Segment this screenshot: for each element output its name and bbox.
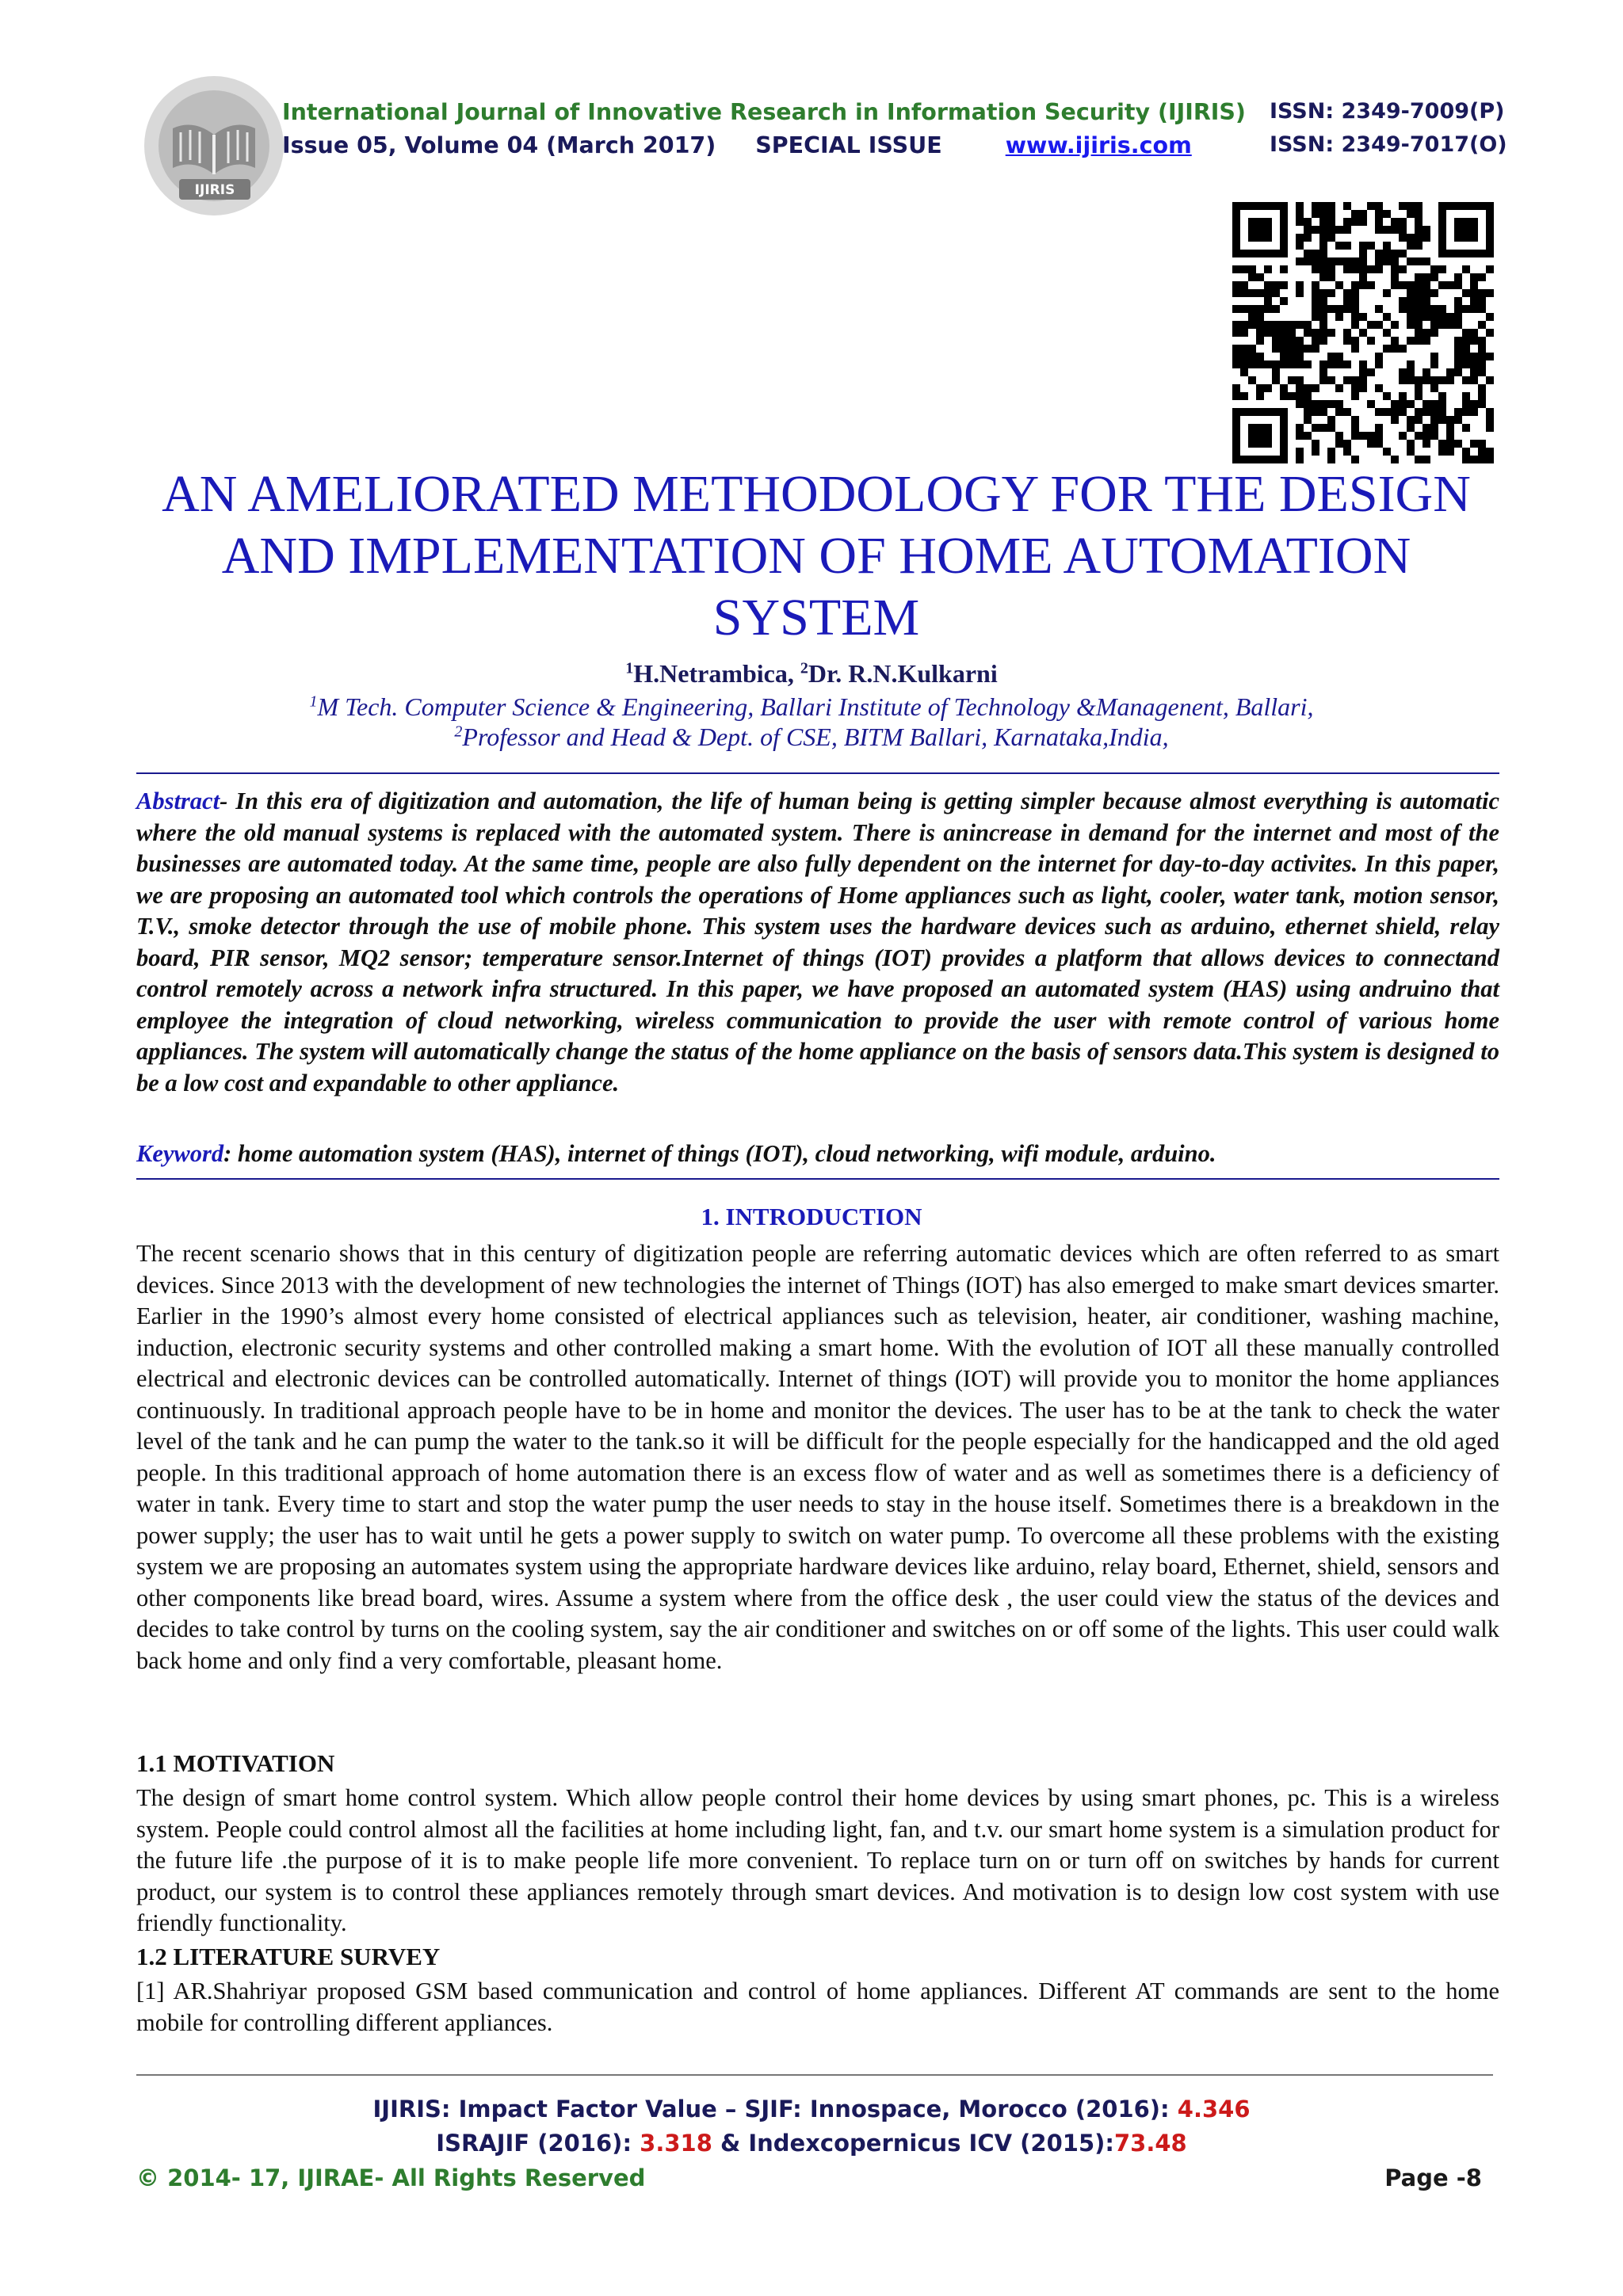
aff1-text: M Tech. Computer Science & Engineering, Ballari Institute of Technology &Managenent, Ballari,	[317, 692, 1314, 721]
issue-line	[282, 132, 1192, 158]
author1-sup: 1	[625, 659, 634, 677]
icv-label: & Indexcopernicus ICV (2015):	[712, 2130, 1114, 2157]
issn-online: ISSN: 2349-7017(O)	[1270, 132, 1507, 157]
author2-sup: 2	[800, 659, 808, 677]
israjif-value: 3.318	[640, 2130, 712, 2157]
affiliation-2	[0, 723, 1623, 752]
literature-body: [1] AR.Shahriyar proposed GSM based communication and control of home appliances. Different AT commands are sent to the home mobile for controlling different appliances.	[136, 1978, 1499, 2036]
qr-finder-2	[1442, 206, 1490, 254]
paper-title: AN AMELIORATED METHODOLOGY FOR THE DESIGN AND IMPLEMENTATION OF HOME AUTOMATION SYSTEM	[162, 465, 1471, 646]
logo-text: IJIRIS	[194, 182, 235, 198]
affiliation-1	[0, 692, 1623, 722]
journal-title: International Journal of Innovative Research in Information Security (IJIRIS)	[282, 99, 1246, 125]
qr-finder-1	[1236, 206, 1284, 254]
literature-heading: 1.2 LITERATURE SURVEY	[136, 1943, 441, 1970]
copyright: © 2014- 17, IJIRAE- All Rights Reserved	[136, 2164, 646, 2191]
keyword-text: : home automation system (HAS), internet of things (IOT), cloud networking, wifi module, arduino.	[223, 1140, 1216, 1167]
footer-indexing	[0, 2130, 1623, 2157]
qr-code	[1232, 202, 1494, 463]
special-issue: SPECIAL ISSUE	[755, 132, 942, 158]
abstract	[136, 786, 1499, 1099]
issue-info: Issue 05, Volume 04 (March 2017)	[282, 132, 716, 158]
website-link[interactable]: www.ijiris.com	[1005, 132, 1192, 158]
footer-impact-factor	[0, 2096, 1623, 2122]
keywords	[136, 1138, 1499, 1170]
aff1-sup: 1	[309, 692, 318, 711]
impact-factor-value: 4.346	[1177, 2096, 1251, 2122]
israjif-label: ISRAJIF (2016):	[436, 2130, 640, 2157]
divider-top	[136, 772, 1499, 774]
abstract-label: Abstract	[136, 788, 220, 814]
motivation-body: The design of smart home control system. Which allow people control their home devices by using smart phones, pc. This is a wireless system. People could control almost all the facilities at home including light, fan, and t.v. our smart home system is a simulation product for the future life .the purpose of it is to make people life more convenient. To replace turn on or turn off on switches by hands for current product, our system is to control these appliances remotely through smart devices. And motivation is to design low cost system with use friendly functionality.	[136, 1784, 1499, 1936]
abstract-text: - In this era of digitization and automation, the life of human being is getting simpler because almost everything is automatic where the old manual systems is replaced with the automated system. There is anincrease in demand for the internet and most of the businesses are automated today. At the same time, people are also fully dependent on the internet for day-to-day activites. In this paper, we are proposing an automated tool which controls the operations of Home appliances such as light, cooler, water tank, motion sensor, T.V., smoke detector through the use of mobile phone. This system uses the hardware devices such as arduino, ethernet shield, relay board, PIR sensor, MQ2 sensor; temperature sensor.Internet of things (IOT) provides a platform that allows devices to connectand control remotely across a network infra structured. In this paper, we have proposed an automated system (HAS) using andruino that employee the integration of cloud networking, wireless communication to provide the user with remote control of various home appliances. The system will automatically change the status of the home appliance on the basis of sensors data.This system is designed to be a low cost and expandable to other appliance.	[136, 788, 1499, 1097]
page-number: Page -8	[1384, 2164, 1482, 2191]
qr-finder-3	[1236, 412, 1284, 460]
icv-value: 73.48	[1113, 2130, 1187, 2157]
introduction-body: The recent scenario shows that in this century of digitization people are referring automatic devices which are often referred to as smart devices. Since 2013 with the development of new technologies the internet of Things (IOT) has also emerged to make smart devices smarter. Earlier in the 1990’s almost every home consisted of electrical appliances such as television, heater, air conditioner, washing machine, induction, electronic security systems and other controlled making a smart home. With the evolution of IOT all these manually controlled electrical and electronic devices can be controlled automatically. Internet of things (IOT) will provide you to monitor the home appliances continuously. In traditional approach people have to be in home and monitor the devices. The user has to be at the tank to check the water level of the tank and he can pump the water to the tank.so it will be difficult for the people especially for the handicapped and the old aged people. In this traditional approach of home automation there is an excess flow of water and as well as sometimes there is a deficiency of water in tank. Every time to start and stop the water pump the user needs to stay in the house itself. Sometimes there is a breakdown in the power supply; the user has to wait until he gets a power supply to switch on water pump. To overcome all these problems with the existing system we are proposing an automates system using the appropriate hardware devices like arduino, relay board, Ethernet, shield, sensors and other components like bread board, wires. Assume a system where from the office desk , the user could view the status of the devices and decides to take control by turns on the cooling system, say the air conditioner and switches on or off some of the lights. This user could walk back home and only find a very comfortable, pleasant home.	[136, 1240, 1499, 1674]
author2: Dr. R.N.Kulkarni	[808, 659, 998, 688]
footer-divider	[136, 2074, 1493, 2076]
authors	[0, 659, 1623, 688]
issn-print: ISSN: 2349-7009(P)	[1270, 99, 1505, 124]
aff2-text: Professor and Head & Dept. of CSE, BITM Ballari, Karnataka,India,	[462, 723, 1169, 751]
introduction-heading: 1. INTRODUCTION	[701, 1203, 922, 1230]
qr-code-graphic	[1232, 202, 1494, 463]
impact-factor-label: IJIRIS: Impact Factor Value – SJIF: Innospace, Morocco (2016):	[372, 2096, 1178, 2122]
motivation-heading: 1.1 MOTIVATION	[136, 1749, 335, 1777]
divider-keywords	[136, 1178, 1499, 1180]
author1: H.Netrambica,	[633, 659, 794, 688]
keyword-label: Keyword	[136, 1140, 224, 1167]
aff2-sup: 2	[454, 723, 463, 741]
journal-logo	[141, 73, 288, 219]
